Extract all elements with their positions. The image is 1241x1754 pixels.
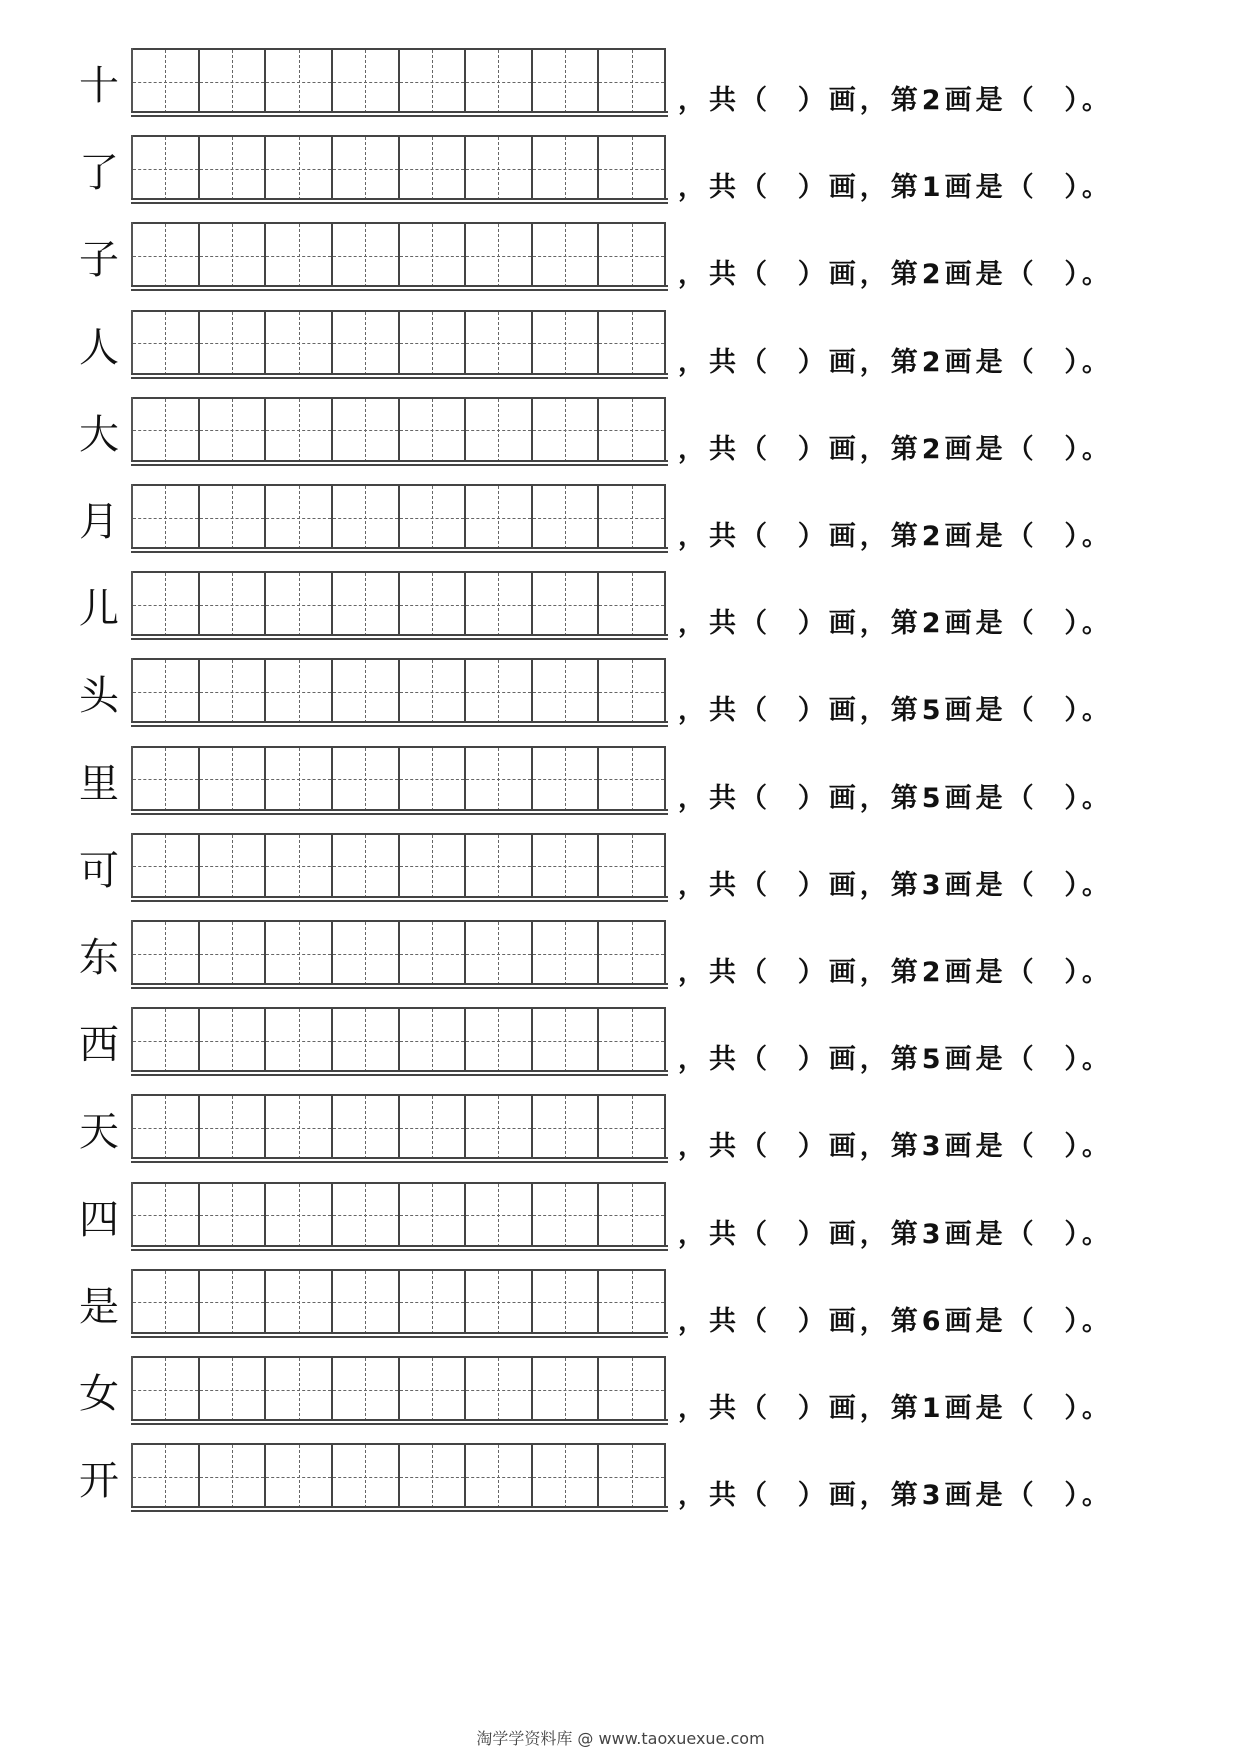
grid-baseline [131, 285, 668, 291]
grid-baseline [131, 111, 668, 117]
writing-grid[interactable] [131, 484, 666, 556]
writing-grid[interactable] [131, 310, 666, 382]
writing-cell[interactable] [599, 484, 666, 549]
writing-cell[interactable] [466, 1007, 533, 1072]
grid-cells [131, 397, 666, 462]
grid-cells [131, 1356, 666, 1421]
writing-cell[interactable] [200, 135, 267, 200]
target-character: 人 [79, 324, 119, 371]
writing-cell[interactable] [266, 1269, 333, 1334]
writing-cell[interactable] [466, 48, 533, 113]
writing-cell[interactable] [333, 1443, 400, 1508]
stroke-question: ，共（ ）画，第2画是（ ）。 [678, 85, 1113, 116]
writing-grid[interactable] [131, 1356, 666, 1428]
writing-cell[interactable] [200, 484, 267, 549]
target-character: 开 [79, 1458, 119, 1505]
writing-cell[interactable] [400, 833, 467, 898]
grid-baseline [131, 373, 668, 379]
writing-cell[interactable] [599, 920, 666, 985]
writing-cell[interactable] [200, 833, 267, 898]
grid-baseline [131, 1506, 668, 1512]
writing-cell[interactable] [466, 920, 533, 985]
writing-grid[interactable] [131, 1094, 666, 1166]
stroke-question: ，共（ ）画，第3画是（ ）。 [678, 1131, 1113, 1163]
writing-cell[interactable] [200, 746, 267, 811]
writing-cell[interactable] [533, 658, 600, 723]
writing-cell[interactable] [599, 1269, 666, 1334]
writing-grid[interactable] [131, 1007, 666, 1079]
worksheet-row [0, 214, 1241, 294]
grid-cells [131, 1182, 666, 1247]
stroke-question: ，共（ ）画，第5画是（ ）。 [678, 695, 1113, 727]
writing-cell[interactable] [200, 1269, 267, 1334]
grid-baseline [131, 1245, 668, 1251]
stroke-question: ，共（ ）画，第2画是（ ）。 [678, 521, 1113, 552]
grid-baseline [131, 634, 668, 640]
grid-baseline [131, 1419, 668, 1425]
writing-cell[interactable] [133, 310, 200, 375]
writing-cell[interactable] [400, 1443, 467, 1508]
stroke-question: ，共（ ）画，第2画是（ ）。 [678, 957, 1113, 988]
writing-cell[interactable] [400, 222, 467, 287]
writing-cell[interactable] [333, 484, 400, 549]
writing-cell[interactable] [599, 1356, 666, 1421]
grid-cells [131, 1007, 666, 1072]
writing-cell[interactable] [533, 920, 600, 985]
worksheet-row [0, 40, 1241, 120]
writing-cell[interactable] [400, 397, 467, 462]
writing-cell[interactable] [333, 1007, 400, 1072]
writing-cell[interactable] [266, 1182, 333, 1247]
grid-cells [131, 746, 666, 811]
writing-cell[interactable] [533, 48, 600, 113]
target-character: 头 [79, 673, 119, 720]
writing-cell[interactable] [333, 1182, 400, 1247]
writing-cell[interactable] [599, 1094, 666, 1159]
writing-cell[interactable] [266, 310, 333, 375]
writing-cell[interactable] [466, 746, 533, 811]
writing-cell[interactable] [466, 833, 533, 898]
writing-cell[interactable] [266, 135, 333, 200]
target-character: 月 [79, 499, 119, 545]
writing-cell[interactable] [533, 1356, 600, 1421]
writing-cell[interactable] [599, 833, 666, 898]
worksheet-row [0, 999, 1241, 1079]
writing-cell[interactable] [400, 1182, 467, 1247]
worksheet-row [0, 1435, 1241, 1515]
writing-cell[interactable] [333, 571, 400, 636]
writing-cell[interactable] [200, 310, 267, 375]
writing-cell[interactable] [133, 222, 200, 287]
writing-cell[interactable] [133, 1443, 200, 1508]
writing-cell[interactable] [533, 1443, 600, 1508]
writing-cell[interactable] [466, 310, 533, 375]
writing-cell[interactable] [200, 48, 267, 113]
writing-cell[interactable] [533, 484, 600, 549]
writing-cell[interactable] [533, 746, 600, 811]
writing-cell[interactable] [400, 1094, 467, 1159]
writing-cell[interactable] [266, 1356, 333, 1421]
writing-cell[interactable] [333, 746, 400, 811]
writing-cell[interactable] [533, 310, 600, 375]
writing-cell[interactable] [599, 1182, 666, 1247]
writing-cell[interactable] [333, 1356, 400, 1421]
writing-cell[interactable] [400, 484, 467, 549]
grid-baseline [131, 460, 668, 466]
stroke-question: ，共（ ）画，第2画是（ ）。 [678, 259, 1113, 291]
target-character: 是 [79, 1283, 119, 1330]
writing-cell[interactable] [466, 135, 533, 200]
writing-cell[interactable] [133, 397, 200, 462]
writing-cell[interactable] [266, 1094, 333, 1159]
writing-cell[interactable] [200, 1007, 267, 1072]
worksheet-row [0, 738, 1241, 818]
writing-cell[interactable] [333, 397, 400, 462]
writing-cell[interactable] [400, 1269, 467, 1334]
writing-grid[interactable] [131, 658, 666, 730]
writing-cell[interactable] [133, 1356, 200, 1421]
target-character: 大 [79, 411, 119, 458]
writing-cell[interactable] [133, 48, 200, 113]
stroke-question: ，共（ ）画，第6画是（ ）。 [678, 1305, 1113, 1337]
grid-cells [131, 48, 666, 113]
target-character: 子 [79, 237, 119, 284]
writing-cell[interactable] [333, 222, 400, 287]
grid-baseline [131, 721, 668, 727]
writing-cell[interactable] [533, 1182, 600, 1247]
worksheet-row [0, 563, 1241, 643]
stroke-question: ，共（ ）画，第5画是（ ）。 [678, 782, 1113, 814]
stroke-question: ，共（ ）画，第3画是（ ）。 [678, 1480, 1113, 1512]
writing-cell[interactable] [266, 1443, 333, 1508]
writing-cell[interactable] [533, 397, 600, 462]
writing-cell[interactable] [333, 1094, 400, 1159]
grid-cells [131, 571, 666, 636]
writing-cell[interactable] [266, 920, 333, 985]
stroke-question: ，共（ ）画，第2画是（ ）。 [678, 433, 1113, 465]
writing-cell[interactable] [533, 135, 600, 200]
grid-cells [131, 1443, 666, 1508]
writing-cell[interactable] [133, 571, 200, 636]
grid-cells [131, 920, 666, 985]
writing-cell[interactable] [266, 222, 333, 287]
writing-grid[interactable] [131, 48, 666, 120]
writing-cell[interactable] [466, 1094, 533, 1159]
writing-cell[interactable] [599, 222, 666, 287]
worksheet-row [0, 1174, 1241, 1254]
writing-cell[interactable] [533, 833, 600, 898]
worksheet-row [0, 302, 1241, 382]
writing-cell[interactable] [133, 484, 200, 549]
writing-cell[interactable] [266, 833, 333, 898]
grid-baseline [131, 896, 668, 902]
worksheet-row [0, 1086, 1241, 1166]
writing-grid[interactable] [131, 1182, 666, 1254]
writing-cell[interactable] [333, 48, 400, 113]
worksheet-row [0, 476, 1241, 556]
writing-cell[interactable] [466, 1269, 533, 1334]
writing-cell[interactable] [533, 1094, 600, 1159]
stroke-question: ，共（ ）画，第3画是（ ）。 [678, 1218, 1113, 1250]
target-character: 西 [79, 1022, 119, 1069]
worksheet-row [0, 1261, 1241, 1341]
writing-cell[interactable] [200, 1182, 267, 1247]
writing-cell[interactable] [466, 222, 533, 287]
writing-cell[interactable] [266, 658, 333, 723]
writing-cell[interactable] [599, 310, 666, 375]
writing-grid[interactable] [131, 571, 666, 643]
grid-cells [131, 658, 666, 723]
grid-cells [131, 833, 666, 898]
writing-cell[interactable] [400, 1007, 467, 1072]
writing-cell[interactable] [133, 920, 200, 985]
writing-grid[interactable] [131, 833, 666, 905]
writing-grid[interactable] [131, 222, 666, 294]
writing-cell[interactable] [200, 1443, 267, 1508]
writing-grid[interactable] [131, 920, 666, 992]
grid-baseline [131, 983, 668, 989]
grid-cells [131, 1094, 666, 1159]
writing-cell[interactable] [200, 222, 267, 287]
writing-cell[interactable] [533, 222, 600, 287]
writing-cell[interactable] [599, 658, 666, 723]
writing-cell[interactable] [133, 1182, 200, 1247]
writing-cell[interactable] [400, 658, 467, 723]
grid-cells [131, 135, 666, 200]
writing-cell[interactable] [466, 1356, 533, 1421]
grid-baseline [131, 547, 668, 553]
writing-cell[interactable] [200, 397, 267, 462]
footer-watermark: 淘学学资料库 @ www.taoxuexue.com [476, 1729, 765, 1748]
writing-cell[interactable] [200, 571, 267, 636]
writing-grid[interactable] [131, 135, 666, 207]
writing-cell[interactable] [466, 1443, 533, 1508]
writing-cell[interactable] [133, 1269, 200, 1334]
target-character: 天 [79, 1109, 119, 1156]
writing-cell[interactable] [400, 1356, 467, 1421]
grid-baseline [131, 809, 668, 815]
stroke-question: ，共（ ）画，第1画是（ ）。 [678, 1393, 1113, 1424]
writing-cell[interactable] [400, 746, 467, 811]
stroke-question: ，共（ ）画，第1画是（ ）。 [678, 172, 1113, 204]
stroke-question: ，共（ ）画，第2画是（ ）。 [678, 346, 1113, 378]
writing-cell[interactable] [599, 135, 666, 200]
target-character: 女 [79, 1371, 119, 1417]
writing-cell[interactable] [266, 1007, 333, 1072]
worksheet-row [0, 389, 1241, 469]
writing-cell[interactable] [133, 135, 200, 200]
writing-cell[interactable] [200, 920, 267, 985]
writing-cell[interactable] [466, 658, 533, 723]
target-character: 四 [79, 1196, 119, 1243]
writing-cell[interactable] [466, 397, 533, 462]
writing-cell[interactable] [266, 571, 333, 636]
writing-cell[interactable] [533, 571, 600, 636]
writing-grid[interactable] [131, 397, 666, 469]
writing-cell[interactable] [333, 833, 400, 898]
grid-cells [131, 310, 666, 375]
writing-cell[interactable] [599, 1007, 666, 1072]
target-character: 里 [79, 760, 119, 807]
writing-cell[interactable] [266, 484, 333, 549]
writing-cell[interactable] [599, 397, 666, 462]
writing-grid[interactable] [131, 1443, 666, 1515]
grid-baseline [131, 1157, 668, 1163]
target-character: 东 [79, 935, 119, 981]
writing-cell[interactable] [200, 1356, 267, 1421]
writing-cell[interactable] [333, 1269, 400, 1334]
writing-cell[interactable] [266, 746, 333, 811]
writing-cell[interactable] [400, 310, 467, 375]
writing-cell[interactable] [599, 571, 666, 636]
writing-cell[interactable] [333, 920, 400, 985]
grid-baseline [131, 1332, 668, 1338]
writing-cell[interactable] [266, 397, 333, 462]
grid-cells [131, 484, 666, 549]
stroke-question: ，共（ ）画，第5画是（ ）。 [678, 1044, 1113, 1076]
writing-cell[interactable] [133, 1094, 200, 1159]
writing-cell[interactable] [533, 1007, 600, 1072]
worksheet-row [0, 650, 1241, 730]
writing-cell[interactable] [133, 746, 200, 811]
writing-cell[interactable] [200, 1094, 267, 1159]
writing-cell[interactable] [599, 48, 666, 113]
writing-cell[interactable] [400, 571, 467, 636]
grid-baseline [131, 198, 668, 204]
stroke-question: ，共（ ）画，第3画是（ ）。 [678, 869, 1113, 901]
writing-cell[interactable] [533, 1269, 600, 1334]
worksheet-row [0, 1348, 1241, 1428]
grid-cells [131, 1269, 666, 1334]
writing-grid[interactable] [131, 1269, 666, 1341]
writing-cell[interactable] [599, 1443, 666, 1508]
writing-cell[interactable] [333, 310, 400, 375]
writing-cell[interactable] [133, 833, 200, 898]
writing-cell[interactable] [133, 658, 200, 723]
writing-cell[interactable] [599, 746, 666, 811]
grid-baseline [131, 1070, 668, 1076]
target-character: 了 [79, 150, 119, 197]
target-character: 可 [79, 847, 119, 894]
writing-cell[interactable] [400, 48, 467, 113]
writing-cell[interactable] [333, 658, 400, 723]
writing-cell[interactable] [333, 135, 400, 200]
writing-cell[interactable] [466, 484, 533, 549]
stroke-question: ，共（ ）画，第2画是（ ）。 [678, 608, 1113, 640]
writing-cell[interactable] [400, 135, 467, 200]
target-character: 十 [79, 63, 119, 109]
writing-grid[interactable] [131, 746, 666, 818]
writing-cell[interactable] [133, 1007, 200, 1072]
writing-cell[interactable] [400, 920, 467, 985]
writing-cell[interactable] [466, 571, 533, 636]
target-character: 儿 [79, 586, 119, 633]
grid-cells [131, 222, 666, 287]
worksheet-row [0, 912, 1241, 992]
writing-cell[interactable] [266, 48, 333, 113]
worksheet-row [0, 825, 1241, 905]
writing-cell[interactable] [200, 658, 267, 723]
writing-cell[interactable] [466, 1182, 533, 1247]
worksheet-row [0, 127, 1241, 207]
